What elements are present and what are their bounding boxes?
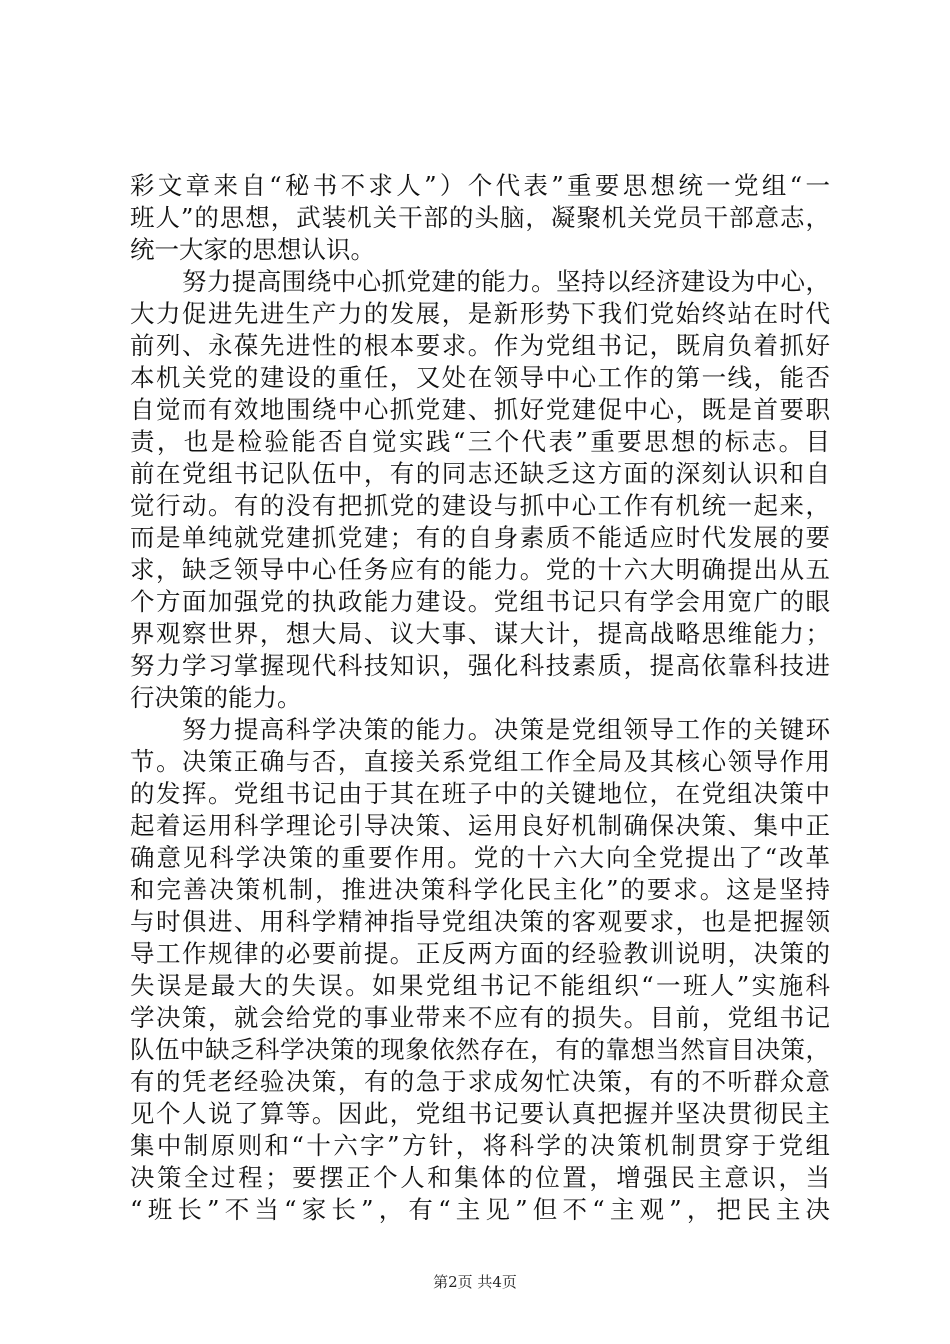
text-line: 本机关党的建设的重任，又处在领导中心工作的第一线，能否 xyxy=(130,363,830,392)
text-line: 见个人说了算等。因此，党组书记要认真把握并坚决贯彻民主 xyxy=(130,1099,830,1128)
text-line: 起着运用科学理论引导决策、运用良好机制确保决策、集中正 xyxy=(130,811,830,840)
text-line: 和完善决策机制，推进决策科学化民主化”的要求。这是坚持 xyxy=(130,875,830,904)
text-line: 个方面加强党的执政能力建设。党组书记只有学会用宽广的眼 xyxy=(130,587,830,616)
text-line: 集中制原则和“十六字”方针，将科学的决策机制贯穿于党组 xyxy=(130,1131,830,1160)
paragraph-first-line: 努力提高科学决策的能力。决策是党组领导工作的关键环 xyxy=(182,715,830,744)
text-line: 行决策的能力。 xyxy=(130,683,302,712)
text-line: 大力促进先进生产力的发展，是新形势下我们党始终站在时代 xyxy=(130,299,830,328)
text-line: 自觉而有效地围绕中心抓党建、抓好党建促中心，既是首要职 xyxy=(130,395,830,424)
page-number-footer: 第2页 共4页 xyxy=(433,1273,517,1291)
text-line: 求，缺乏领导中心任务应有的能力。党的十六大明确提出从五 xyxy=(130,555,830,584)
text-line: 确意见科学决策的重要作用。党的十六大向全党提出了“改革 xyxy=(130,843,830,872)
paragraph-first-line: 努力提高围绕中心抓党建的能力。坚持以经济建设为中心， xyxy=(182,267,830,296)
text-line: 学决策，就会给党的事业带来不应有的损失。目前，党组书记 xyxy=(130,1003,830,1032)
text-line: 彩文章来自“秘书不求人”）个代表”重要思想统一党组“一 xyxy=(130,171,830,200)
text-line: 队伍中缺乏科学决策的现象依然存在，有的靠想当然盲目决策， xyxy=(130,1035,830,1064)
text-line: 觉行动。有的没有把抓党的建设与抓中心工作有机统一起来， xyxy=(130,491,830,520)
text-line: 导工作规律的必要前提。正反两方面的经验教训说明，决策的 xyxy=(130,939,830,968)
text-line: “班长”不当“家长”，有“主见”但不“主观”，把民主决 xyxy=(130,1195,830,1224)
text-line: 与时俱进、用科学精神指导党组决策的客观要求，也是把握领 xyxy=(130,907,830,936)
text-line: 有的凭老经验决策，有的急于求成匆忙决策，有的不听群众意 xyxy=(130,1067,830,1096)
text-line: 努力学习掌握现代科技知识，强化科技素质，提高依靠科技进 xyxy=(130,651,830,680)
text-line: 前在党组书记队伍中，有的同志还缺乏这方面的深刻认识和自 xyxy=(130,459,830,488)
text-line: 节。决策正确与否，直接关系党组工作全局及其核心领导作用 xyxy=(130,747,830,776)
text-line: 决策全过程；要摆正个人和集体的位置，增强民主意识，当 xyxy=(130,1163,830,1192)
text-line: 界观察世界，想大局、议大事、谋大计，提高战略思维能力； xyxy=(130,619,830,648)
text-line: 班人”的思想，武装机关干部的头脑，凝聚机关党员干部意志， xyxy=(130,203,830,232)
text-line: 统一大家的思想认识。 xyxy=(130,235,375,264)
text-line: 前列、永葆先进性的根本要求。作为党组书记，既肩负着抓好 xyxy=(130,331,830,360)
text-line: 的发挥。党组书记由于其在班子中的关键地位，在党组决策中 xyxy=(130,779,830,808)
text-line: 而是单纯就党建抓党建；有的自身素质不能适应时代发展的要 xyxy=(130,523,830,552)
text-line: 失误是最大的失误。如果党组书记不能组织“一班人”实施科 xyxy=(130,971,830,1000)
document-body xyxy=(130,170,830,1226)
text-line: 责，也是检验能否自觉实践“三个代表”重要思想的标志。目 xyxy=(130,427,830,456)
